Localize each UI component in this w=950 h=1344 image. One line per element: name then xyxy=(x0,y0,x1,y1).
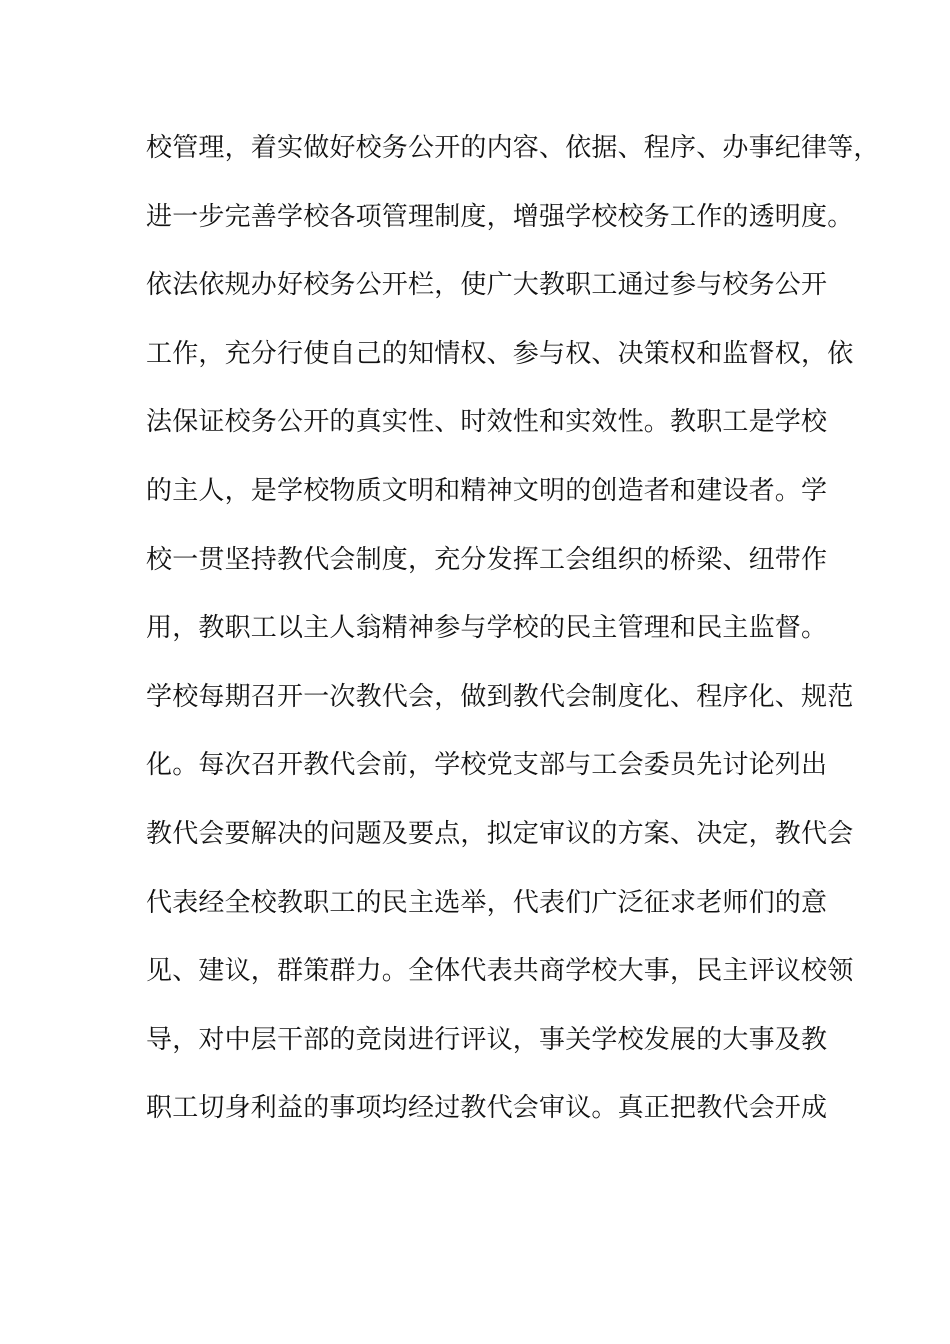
text-line: 教代会要解决的问题及要点，拟定审议的方案、决定，教代会 xyxy=(146,818,854,849)
text-line: 校管理，着实做好校务公开的内容、依据、程序、办事纪律等， xyxy=(146,133,880,163)
text-line: 法保证校务公开的真实性、时效性和实效性。教职工是学校 xyxy=(146,407,828,438)
text-line: 校一贯坚持教代会制度，充分发挥工会组织的桥梁、纽带作 xyxy=(146,544,828,575)
text-line: 见、建议，群策群力。全体代表共商学校大事，民主评议校领 xyxy=(146,956,854,987)
text-line: 化。每次召开教代会前，学校党支部与工会委员先讨论列出 xyxy=(146,750,828,781)
body-text xyxy=(146,124,880,1153)
text-line: 导，对中层干部的竞岗进行评议，事关学校发展的大事及教 xyxy=(146,1024,828,1055)
text-line: 工作，充分行使自己的知情权、参与权、决策权和监督权，依 xyxy=(146,338,854,369)
text-line: 代表经全校教职工的民主选举，代表们广泛征求老师们的意 xyxy=(146,887,828,918)
text-line: 学校每期召开一次教代会，做到教代会制度化、程序化、规范 xyxy=(146,681,854,712)
text-line: 进一步完善学校各项管理制度，增强学校校务工作的透明度。 xyxy=(146,201,854,232)
text-line: 依法依规办好校务公开栏，使广大教职工通过参与校务公开 xyxy=(146,270,828,301)
text-line: 的主人，是学校物质文明和精神文明的创造者和建设者。学 xyxy=(146,475,828,506)
text-line: 职工切身利益的事项均经过教代会审议。真正把教代会开成 xyxy=(146,1093,828,1124)
text-line: 用，教职工以主人翁精神参与学校的民主管理和民主监督。 xyxy=(146,613,828,644)
